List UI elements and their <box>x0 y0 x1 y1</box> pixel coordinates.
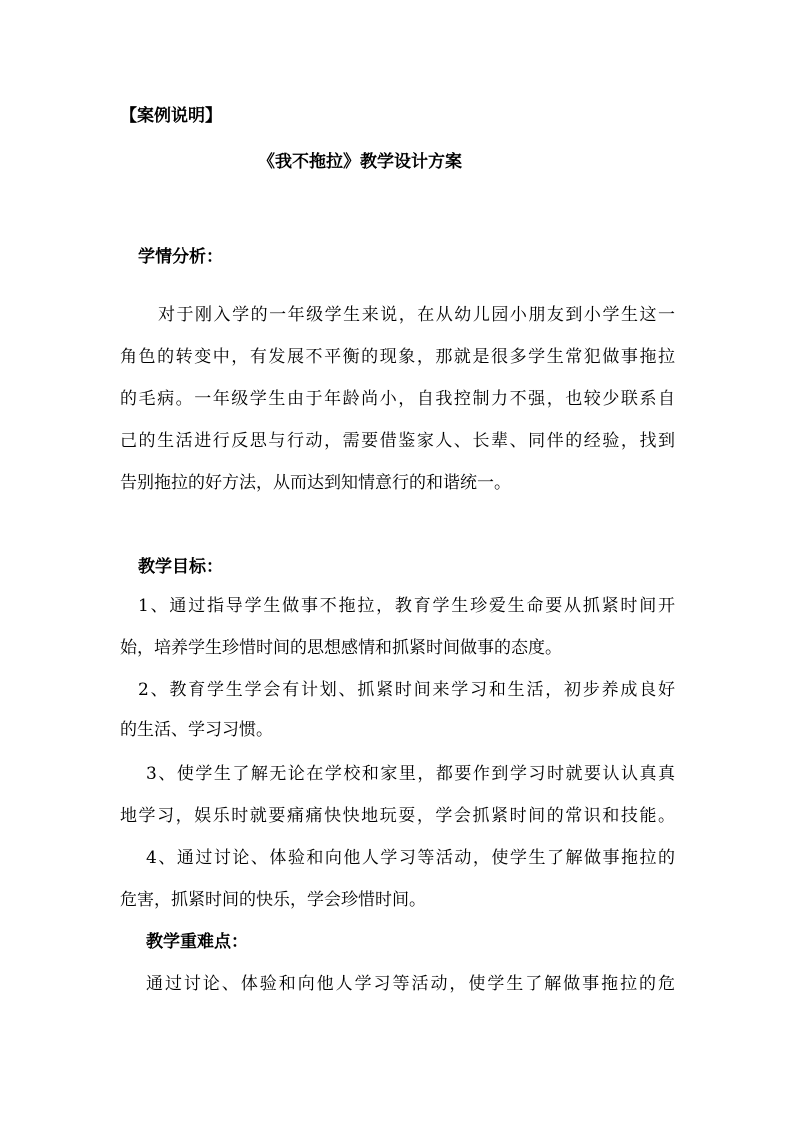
goal-1-line-2: 始，培养学生珍惜时间的思想感情和抓紧时间做事的态度。 <box>120 638 562 658</box>
analysis-line-3: 的毛病。一年级学生由于年龄尚小，自我控制力不强，也较少联系自 <box>120 389 675 409</box>
analysis-heading: 学情分析： <box>138 247 223 267</box>
analysis-line-1: 对于刚入学的一年级学生来说，在从幼儿园小朋友到小学生这一 <box>158 305 675 325</box>
goal-2-line-2: 的生活、学习习惯。 <box>120 720 273 740</box>
key-points-heading: 教学重难点： <box>146 932 248 952</box>
goal-2-line-1: 2、教育学生学会有计划、抓紧时间来学习和生活，初步养成良好 <box>138 680 675 700</box>
goal-4-line-2: 危害，抓紧时间的快乐，学会珍惜时间。 <box>120 890 426 910</box>
document-title: 《我不拖拉》教学设计方案 <box>258 152 462 172</box>
goal-3-line-1: 3、使学生了解无论在学校和家里，都要作到学习时就要认认真真 <box>146 764 675 784</box>
analysis-line-5: 告别拖拉的好方法，从而达到知情意行的和谐统一。 <box>120 473 511 493</box>
goal-1-line-1: 1、通过指导学生做事不拖拉，教育学生珍爱生命要从抓紧时间开 <box>138 596 675 616</box>
goal-4-line-1: 4、通过讨论、体验和向他人学习等活动，使学生了解做事拖拉的 <box>146 848 675 868</box>
analysis-line-2: 角色的转变中，有发展不平衡的现象，那就是很多学生常犯做事拖拉 <box>120 347 675 367</box>
goals-heading: 教学目标： <box>138 557 223 577</box>
analysis-line-4: 己的生活进行反思与行动，需要借鉴家人、长辈、同伴的经验，找到 <box>120 431 675 451</box>
goal-3-line-2: 地学习，娱乐时就要痛痛快快地玩耍，学会抓紧时间的常识和技能。 <box>120 806 675 826</box>
key-points-line-1: 通过讨论、体验和向他人学习等活动，使学生了解做事拖拉的危 <box>146 974 675 994</box>
case-label: 【案例说明】 <box>120 106 222 126</box>
